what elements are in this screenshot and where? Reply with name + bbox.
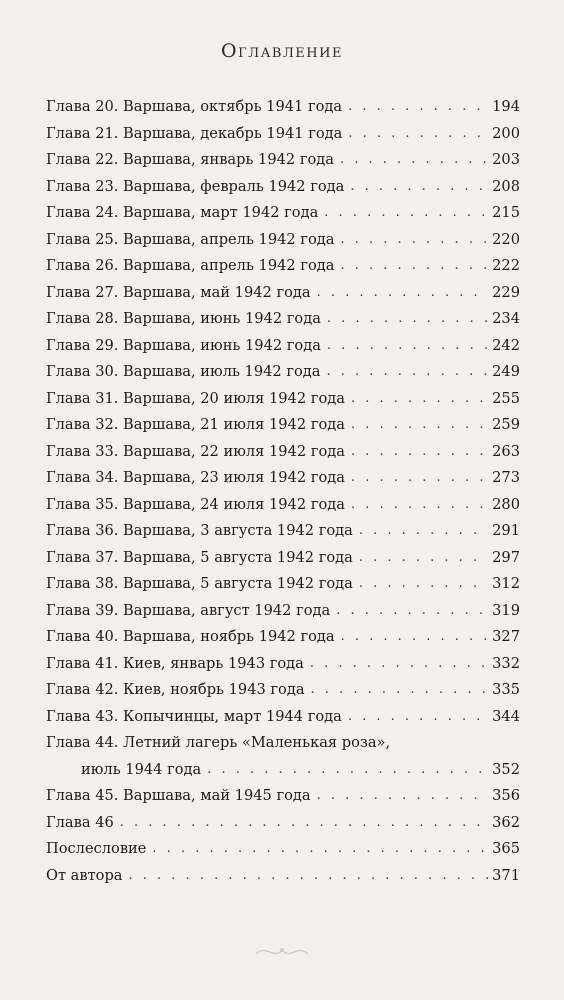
toc-entry — [46, 651, 520, 678]
dot-leader — [341, 624, 489, 651]
toc-entry-title: От автора — [46, 866, 123, 884]
toc-entry-title: Глава 29. Варшава, июнь 1942 года — [46, 336, 321, 354]
toc-entry-page: 273 — [492, 469, 520, 486]
toc-entry — [46, 359, 520, 386]
toc-entry-title: Глава 27. Варшава, май 1942 года — [46, 283, 311, 301]
toc-entry-page: 291 — [492, 522, 520, 539]
toc-entry-title: Глава 38. Варшава, 5 августа 1942 года — [46, 575, 353, 592]
toc-entry — [46, 730, 520, 783]
toc-entry-title: Глава 32. Варшава, 21 июля 1942 года — [46, 416, 345, 433]
toc-entry-page: 352 — [492, 760, 520, 778]
toc-entry-page: 249 — [492, 363, 520, 380]
toc-entry-title: Глава 41. Киев, январь 1943 года — [46, 654, 304, 672]
toc-entry — [46, 492, 520, 519]
toc-entry — [46, 121, 520, 148]
toc-entry-page: 263 — [492, 442, 520, 460]
toc-entry — [46, 147, 520, 174]
decorative-flourish-icon — [252, 940, 312, 962]
toc-entry — [46, 94, 520, 121]
dot-leader — [317, 783, 489, 810]
toc-entry — [46, 518, 520, 545]
toc-entry-page: 356 — [492, 787, 520, 804]
toc-entry-page: 234 — [492, 310, 520, 327]
toc-entry-title: Глава 36. Варшава, 3 августа 1942 года — [46, 522, 353, 539]
toc-entry — [46, 677, 520, 704]
dot-leader — [348, 94, 488, 121]
toc-entries-group — [46, 783, 520, 889]
dot-leader — [120, 810, 488, 837]
dot-leader — [348, 704, 488, 731]
toc-entry-page: 200 — [492, 124, 520, 142]
toc-entry — [46, 412, 520, 439]
dot-leader — [351, 492, 488, 519]
toc-entries-group — [46, 94, 520, 730]
toc-entry-page: 297 — [492, 548, 520, 566]
toc-entry — [46, 253, 520, 280]
toc-entry — [46, 386, 520, 413]
toc-entry-page: 194 — [492, 98, 520, 115]
toc-entry-page: 327 — [492, 628, 520, 645]
toc-entry-title: Глава 22. Варшава, январь 1942 года — [46, 151, 334, 168]
toc-entry-title: Глава 21. Варшава, декабрь 1941 года — [46, 124, 343, 142]
dot-leader — [152, 836, 488, 863]
toc-entry-page: 344 — [492, 707, 520, 725]
toc-entry-page: 319 — [492, 601, 520, 619]
toc-entry-title: Глава 23. Варшава, февраль 1942 года — [46, 177, 345, 195]
dot-leader — [327, 333, 488, 360]
dot-leader — [350, 174, 488, 201]
toc-entry-title: Глава 37. Варшава, 5 августа 1942 года — [46, 548, 353, 566]
toc-entry-title: Глава 20. Варшава, октябрь 1941 года — [46, 98, 343, 115]
dot-leader — [324, 200, 488, 227]
toc-entry — [46, 624, 520, 651]
toc-entry-title: Глава 39. Варшава, август 1942 года — [46, 601, 331, 619]
dot-leader — [310, 651, 488, 678]
toc-entry-page: 242 — [492, 336, 520, 354]
toc-entry-page: 208 — [492, 177, 520, 195]
toc-entry — [46, 200, 520, 227]
toc-entry-title: Глава 42. Киев, ноябрь 1943 года — [46, 681, 305, 698]
dot-leader — [311, 677, 489, 704]
toc-entry — [46, 465, 520, 492]
toc-entry-continuation — [46, 757, 520, 784]
toc-entry-title: Глава 30. Варшава, июль 1942 года — [46, 363, 321, 380]
toc-entry — [46, 174, 520, 201]
toc-entry-title: Глава 40. Варшава, ноябрь 1942 года — [46, 628, 335, 645]
toc-entry — [46, 810, 520, 837]
toc-entry — [46, 783, 520, 810]
dot-leader — [340, 227, 488, 254]
toc-entry-title: Глава 46 — [46, 813, 114, 831]
toc-entry — [46, 836, 520, 863]
toc-entry-title: Глава 33. Варшава, 22 июля 1942 года — [46, 442, 345, 460]
toc-entry-page: 259 — [492, 416, 520, 433]
dot-leader — [359, 545, 488, 572]
toc-entry-page: 365 — [492, 840, 520, 857]
dot-leader — [359, 518, 488, 545]
toc-entry-title: Глава 24. Варшава, март 1942 года — [46, 204, 319, 221]
toc-entry-title: Послесловие — [46, 840, 147, 857]
toc-entry-page: 255 — [492, 389, 520, 407]
toc-entry-title: Глава 25. Варшава, апрель 1942 года — [46, 230, 335, 248]
toc-entry-page: 215 — [492, 204, 520, 221]
toc-entry-page: 220 — [492, 230, 520, 248]
dot-leader — [207, 757, 488, 784]
toc-entry-title: Глава 34. Варшава, 23 июля 1942 года — [46, 469, 345, 486]
toc-entry-page: 229 — [492, 283, 520, 301]
dot-leader — [351, 412, 488, 439]
toc-entry-page: 203 — [492, 151, 520, 168]
dot-leader — [317, 280, 489, 307]
dot-leader — [326, 359, 488, 386]
toc-entry-title: Глава 45. Варшава, май 1945 года — [46, 787, 311, 804]
toc-entry — [46, 280, 520, 307]
toc-entry — [46, 306, 520, 333]
page-title: Оглавление — [221, 40, 343, 62]
toc-entry-title: Глава 44. Летний лагерь «Маленькая роза», — [46, 734, 391, 751]
toc-entry-page: 335 — [492, 681, 520, 698]
toc-entry — [46, 227, 520, 254]
toc-entry — [46, 439, 520, 466]
toc-entry-page: 280 — [492, 495, 520, 513]
dot-leader — [340, 253, 488, 280]
dot-leader — [351, 465, 488, 492]
dot-leader — [359, 571, 488, 598]
dot-leader — [129, 863, 489, 890]
toc-entry-page: 332 — [492, 654, 520, 672]
toc-entry-title: Глава 26. Варшава, апрель 1942 года — [46, 257, 335, 274]
toc-entry-page: 362 — [492, 813, 520, 831]
toc-entry-title: Глава 31. Варшава, 20 июля 1942 года — [46, 389, 345, 407]
toc-entry-title: Глава 28. Варшава, июнь 1942 года — [46, 310, 321, 327]
toc-entry-page: 371 — [492, 866, 520, 884]
toc-entry — [46, 545, 520, 572]
dot-leader — [351, 439, 488, 466]
dot-leader — [340, 147, 488, 174]
toc-entry-title: Глава 43. Копычинцы, март 1944 года — [46, 707, 342, 725]
dot-leader — [351, 386, 488, 413]
dot-leader — [327, 306, 488, 333]
toc-entry — [46, 333, 520, 360]
dot-leader — [348, 121, 488, 148]
toc-entry — [46, 598, 520, 625]
toc-entry-page: 222 — [492, 257, 520, 274]
toc-entry — [46, 863, 520, 890]
table-of-contents — [46, 94, 520, 889]
toc-entry — [46, 704, 520, 731]
toc-entry-title: Глава 35. Варшава, 24 июля 1942 года — [46, 495, 345, 513]
dot-leader — [336, 598, 488, 625]
toc-entry — [46, 571, 520, 598]
toc-entry-title-continued: июль 1944 года — [81, 760, 202, 778]
toc-entry-page: 312 — [492, 575, 520, 592]
